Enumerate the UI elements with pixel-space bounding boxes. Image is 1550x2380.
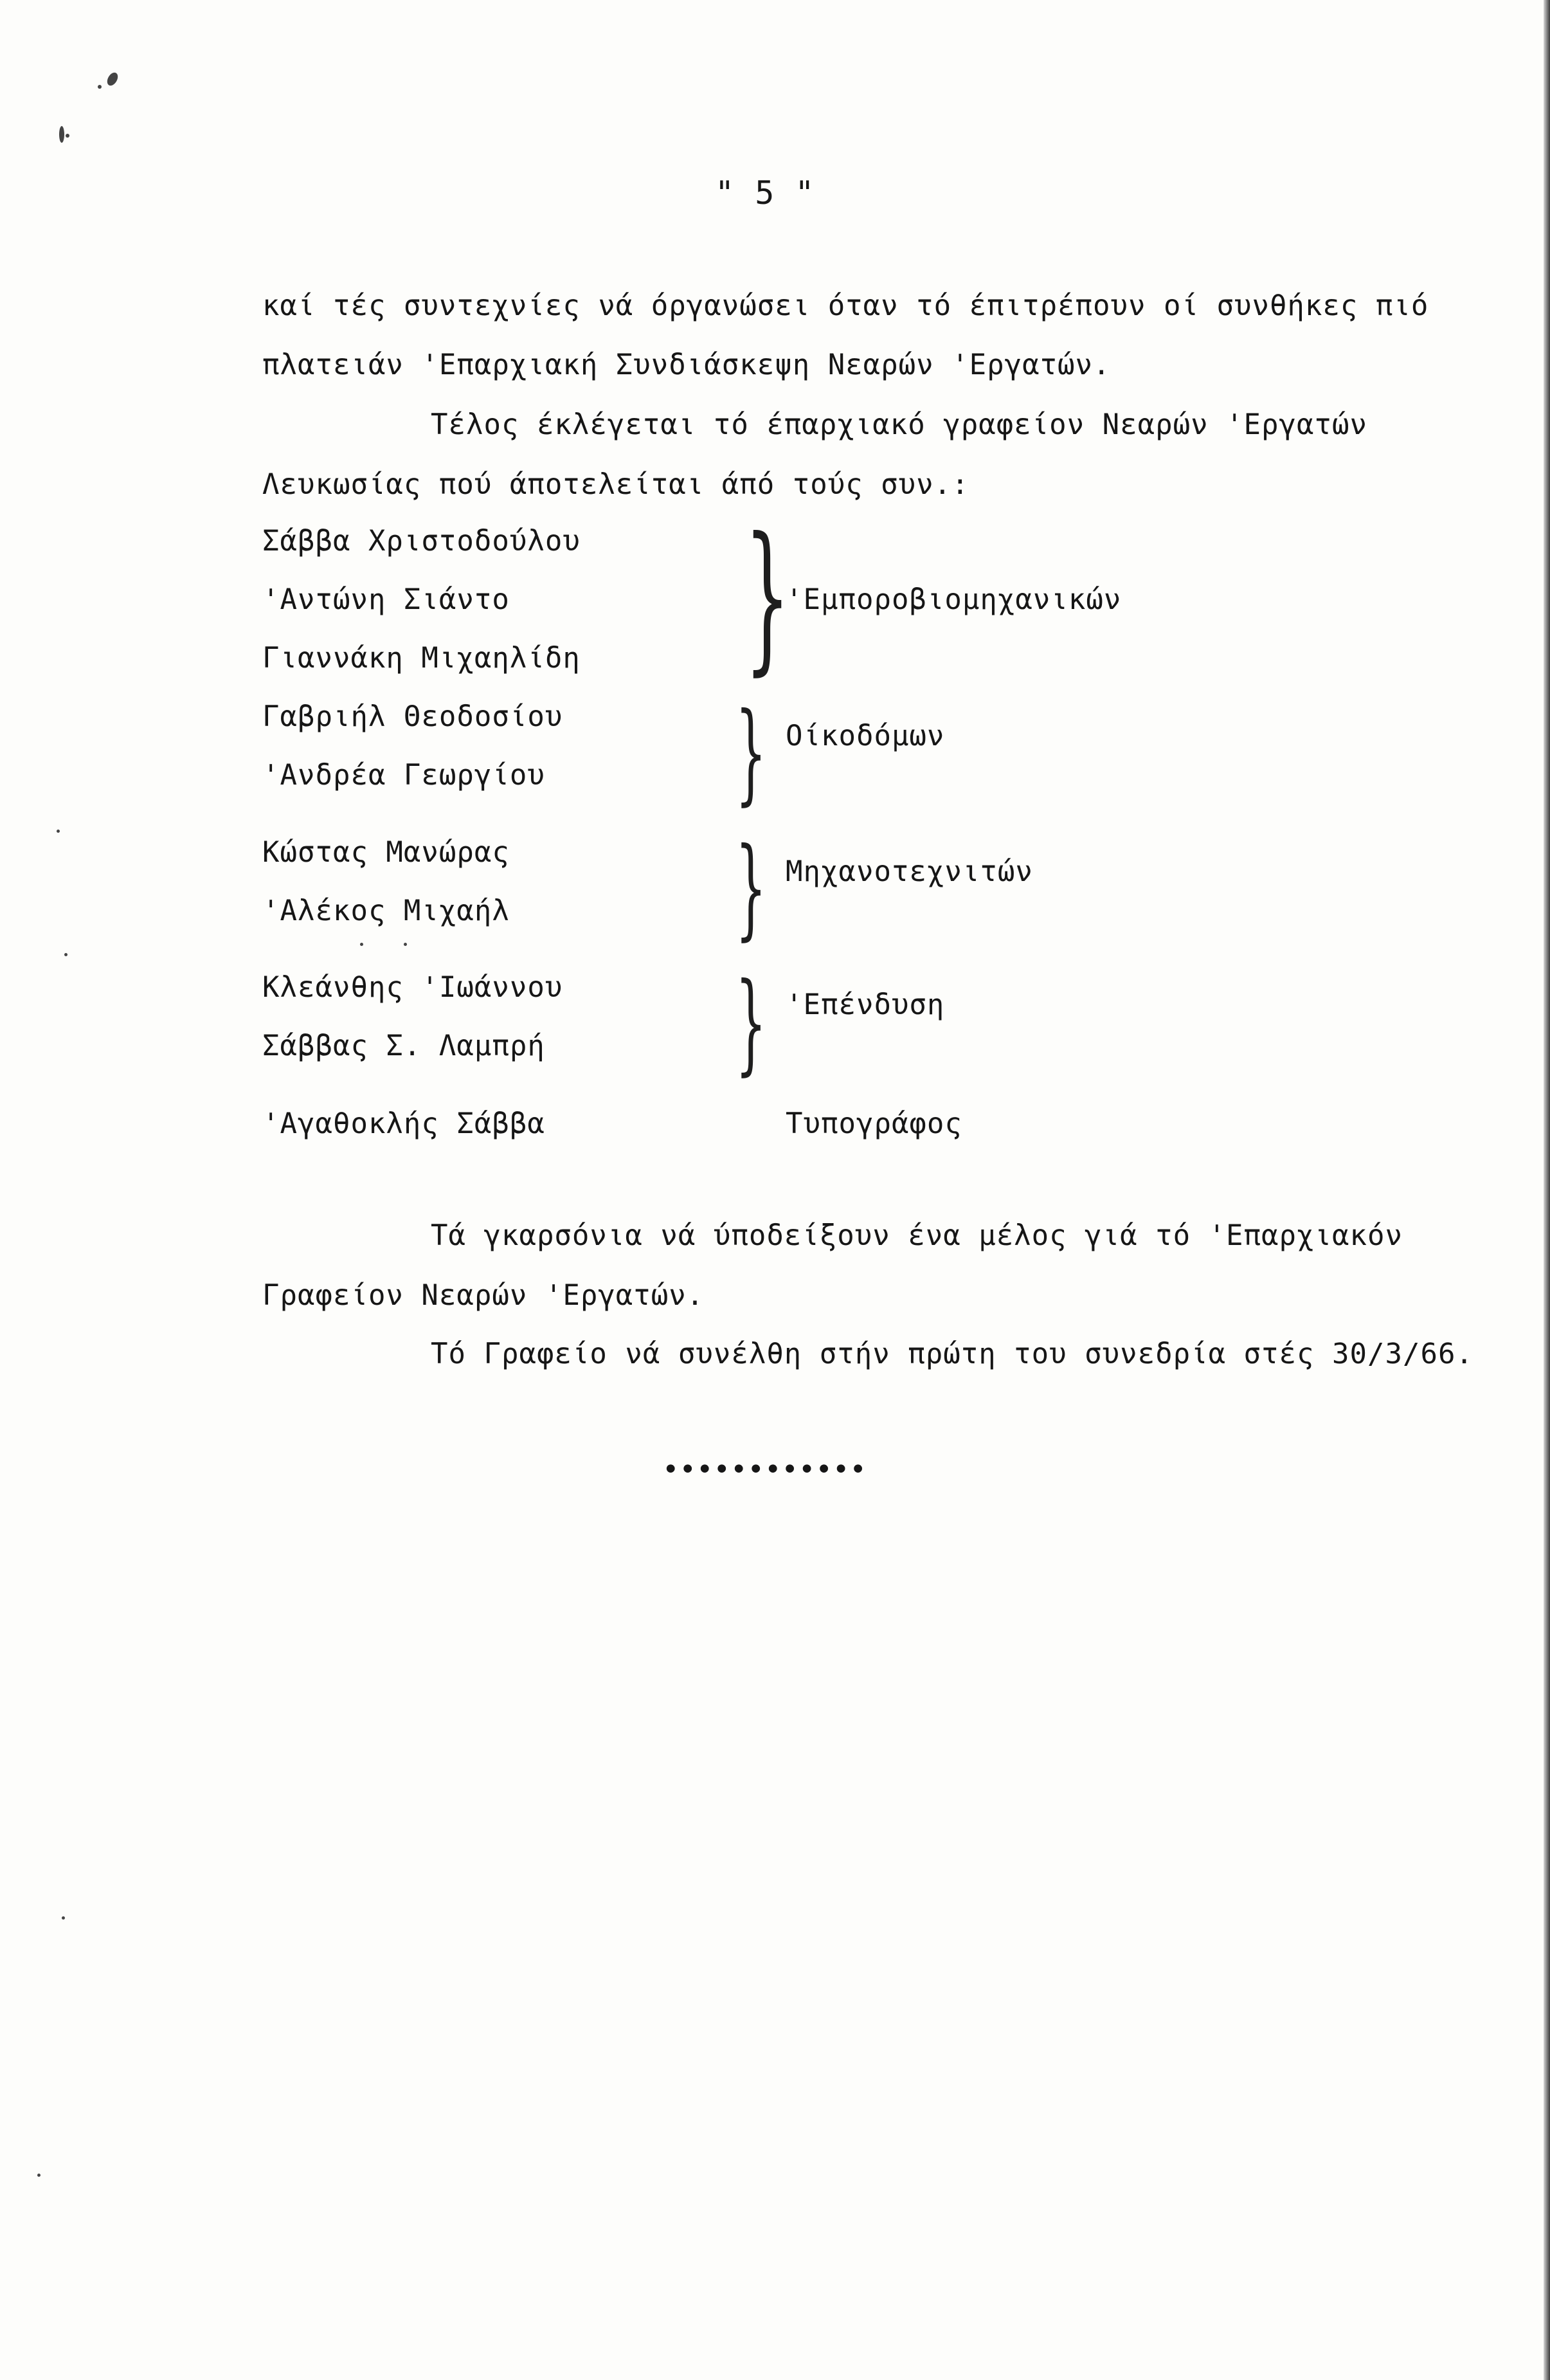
member-name: Γιαννάκη Μιχαηλίδη — [262, 642, 581, 675]
ink-speck — [62, 1916, 65, 1920]
member-name: 'Αγαθοκλής Σάββα — [262, 1107, 545, 1140]
end-marker: •••••••••••• — [662, 1453, 867, 1486]
group-brace: } — [744, 503, 791, 690]
group-label: 'Επένδυση — [786, 988, 945, 1021]
group-brace: } — [735, 959, 767, 1087]
paragraph1-line1: καί τές συντεχνίες νά όργανώσει όταν τό έπιτρέπουν οί συνθήκες πιό — [262, 289, 1429, 322]
ink-speck — [64, 953, 68, 956]
group-label: Τυπογράφος — [786, 1107, 962, 1140]
ink-speck — [98, 85, 102, 89]
paragraph2-line1: Τέλος έκλέγεται τό έπαρχιακό γραφείον Νεαρών 'Εργατών — [431, 408, 1367, 441]
ink-speck — [37, 2174, 41, 2177]
group-label: Μηχανοτεχνιτών — [786, 855, 1033, 888]
ink-speck — [105, 71, 120, 87]
ink-speck — [360, 943, 363, 946]
group-brace: } — [735, 689, 767, 817]
member-name: Σάββα Χριστοδούλου — [262, 525, 581, 558]
member-name: Σάββας Σ. Λαμπρή — [262, 1030, 545, 1062]
member-name: 'Αλέκος Μιχαήλ — [262, 895, 510, 927]
ink-speck — [57, 830, 60, 833]
paragraph1-line2: πλατειάν 'Επαρχιακή Συνδιάσκεψη Νεαρών 'Εργατών. — [262, 349, 1111, 381]
group-brace: } — [735, 824, 767, 952]
ink-speck — [404, 943, 407, 946]
member-name: 'Ανδρέα Γεωργίου — [262, 759, 545, 792]
member-name: Κώστας Μανώρας — [262, 836, 510, 869]
ink-speck — [59, 126, 64, 143]
paragraph4-line1: Τό Γραφείο νά συνέλθη στήν πρώτη του συνεδρία στές 30/3/66. — [431, 1338, 1473, 1370]
scan-edge-shadow — [1544, 0, 1550, 2380]
page-number: " 5 " — [715, 174, 815, 212]
group-label: 'Εμποροβιομηχανικών — [786, 583, 1122, 616]
ink-speck — [66, 134, 69, 138]
paragraph3-line1: Τά γκαρσόνια νά ύποδείξουν ένα μέλος γιά τό 'Επαρχιακόν — [431, 1219, 1403, 1252]
member-name: Κλεάνθης 'Ιωάννου — [262, 971, 563, 1004]
paragraph2-line2: Λευκωσίας πού άποτελείται άπό τούς συν.: — [262, 468, 969, 501]
member-name: 'Αντώνη Σιάντο — [262, 583, 510, 616]
member-name: Γαβριήλ Θεοδοσίου — [262, 700, 563, 733]
group-label: Οίκοδόμων — [786, 720, 945, 752]
paragraph3-line2: Γραφείον Νεαρών 'Εργατών. — [262, 1279, 705, 1312]
